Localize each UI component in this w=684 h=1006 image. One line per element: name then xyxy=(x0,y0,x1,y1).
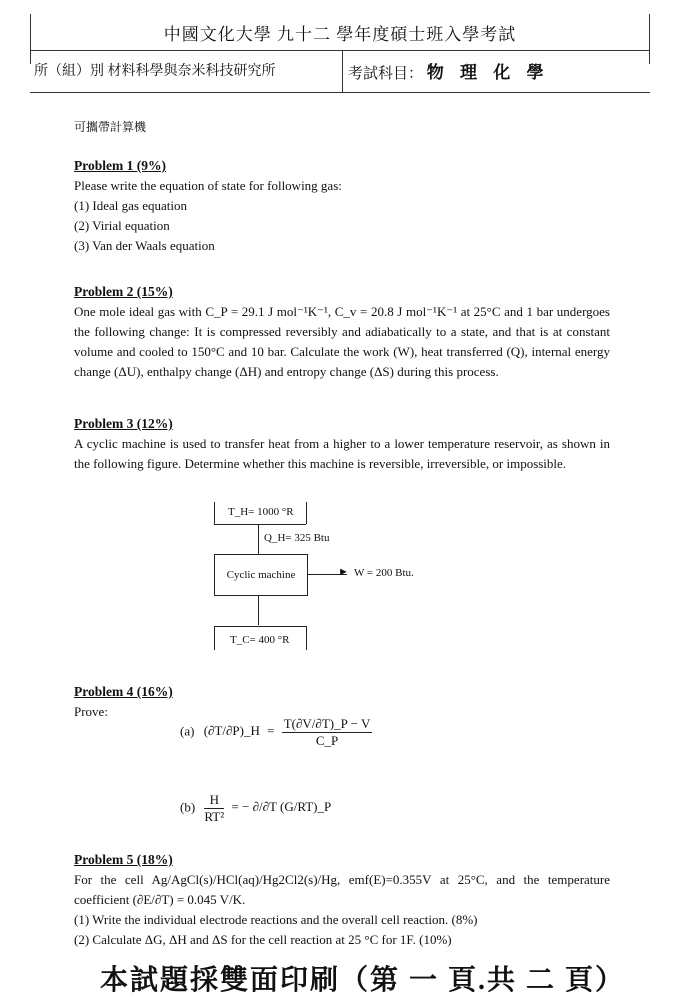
exam-header xyxy=(30,14,650,84)
problem-2 xyxy=(74,282,610,382)
equation-b-numerator: H xyxy=(204,792,224,809)
hot-reservoir-label: T_H= 1000 °R xyxy=(228,506,294,518)
equation-a-numerator: T(∂V/∂T)_P − V xyxy=(283,716,371,731)
problem-1-line: (2) Virial equation xyxy=(74,218,170,233)
equation-b xyxy=(180,792,380,825)
problem-4-line: Prove: xyxy=(74,704,108,719)
exam-title: 中國文化大學 九十二 學年度碩士班入學考試 xyxy=(163,25,517,44)
subject-value: 物 理 化 學 xyxy=(426,63,550,82)
equation-b-denominator: RT² xyxy=(204,809,225,824)
calculator-note: 可攜帶計算機 xyxy=(74,120,147,134)
problem-1-line: (1) Ideal gas equation xyxy=(74,198,187,213)
heat-engine-figure xyxy=(210,500,450,660)
work-label: W = 200 Btu. xyxy=(354,567,414,579)
problem-5-line: (1) Write the individual electrode reactions and the overall cell reaction. (8%) xyxy=(74,912,478,927)
equation-a: (a) (∂T/∂P)_H = $\frac{T(\partial V/\partial T)\_P - V}{C\_P}$ xyxy=(180,716,371,748)
problem-5-line: (2) Calculate ΔG, ΔH and ΔS for the cell reaction at 25 °C for 1F. (10%) xyxy=(74,932,452,947)
equation-b-label: (b) xyxy=(180,799,196,815)
problem-1-line: Please write the equation of state for following gas: xyxy=(74,178,342,193)
equation-a-lhs: (∂T/∂P)_H xyxy=(203,723,260,739)
equation-a-denominator: C_P xyxy=(315,733,339,748)
subject xyxy=(348,58,550,83)
page-footer: 本試題採雙面印刷（第 一 頁.共 二 頁） xyxy=(100,965,626,996)
problem-1-heading: Problem 1 (9%) xyxy=(74,158,166,173)
cold-reservoir-label: T_C= 400 °R xyxy=(230,634,290,646)
problem-5-heading: Problem 5 (18%) xyxy=(74,852,173,867)
equation-a-label: (a) xyxy=(180,723,195,739)
department-label: 所（組）別 xyxy=(34,64,104,79)
problem-1 xyxy=(74,156,610,256)
problem-1-line: (3) Van der Waals equation xyxy=(74,238,215,253)
equation-b-rhs: = − ∂/∂T (G/RT)_P xyxy=(231,799,332,815)
subject-label: 考試科目： xyxy=(348,66,424,82)
problem-5-text: For the cell Ag/AgCl(s)/HCl(aq)/Hg2Cl2(s)/Hg, emf(E)=0.355V at 25°C, and the temperature coefficient (∂E/∂T) = 0.045 V/K. xyxy=(74,872,610,907)
arrow-right-icon: ► xyxy=(338,566,349,578)
problem-3-text: A cyclic machine is used to transfer heat from a higher to a lower temperature reservoir, as shown in the following figure. Determine whether this machine is reversible, irreversible, or impossible. xyxy=(74,436,610,471)
problem-4-heading: Problem 4 (16%) xyxy=(74,684,173,699)
problem-2-heading: Problem 2 (15%) xyxy=(74,284,173,299)
problem-3-heading: Problem 3 (12%) xyxy=(74,416,173,431)
cyclic-machine-box: Cyclic machine xyxy=(214,554,308,596)
department-value: 材料科學與奈米科技研究所 xyxy=(107,64,276,79)
problem-2-text: One mole ideal gas with C_P = 29.1 J mol⁻¹K⁻¹, C_v = 20.8 J mol⁻¹K⁻¹ at 25°C and 1 bar undergoes the following change: It is compressed reversibly and adiabatically to a state, and that is at constant volume and cooled to 150°C and 10 bar. Calculate the work (W), heat transferred (Q), internal energy change (ΔU), enthalpy change (ΔH) and entropy change (ΔS) during this process. xyxy=(74,304,610,379)
problem-5 xyxy=(74,850,610,950)
problem-3 xyxy=(74,414,610,474)
department xyxy=(34,60,276,80)
heat-in-label: Q_H= 325 Btu xyxy=(264,532,330,544)
